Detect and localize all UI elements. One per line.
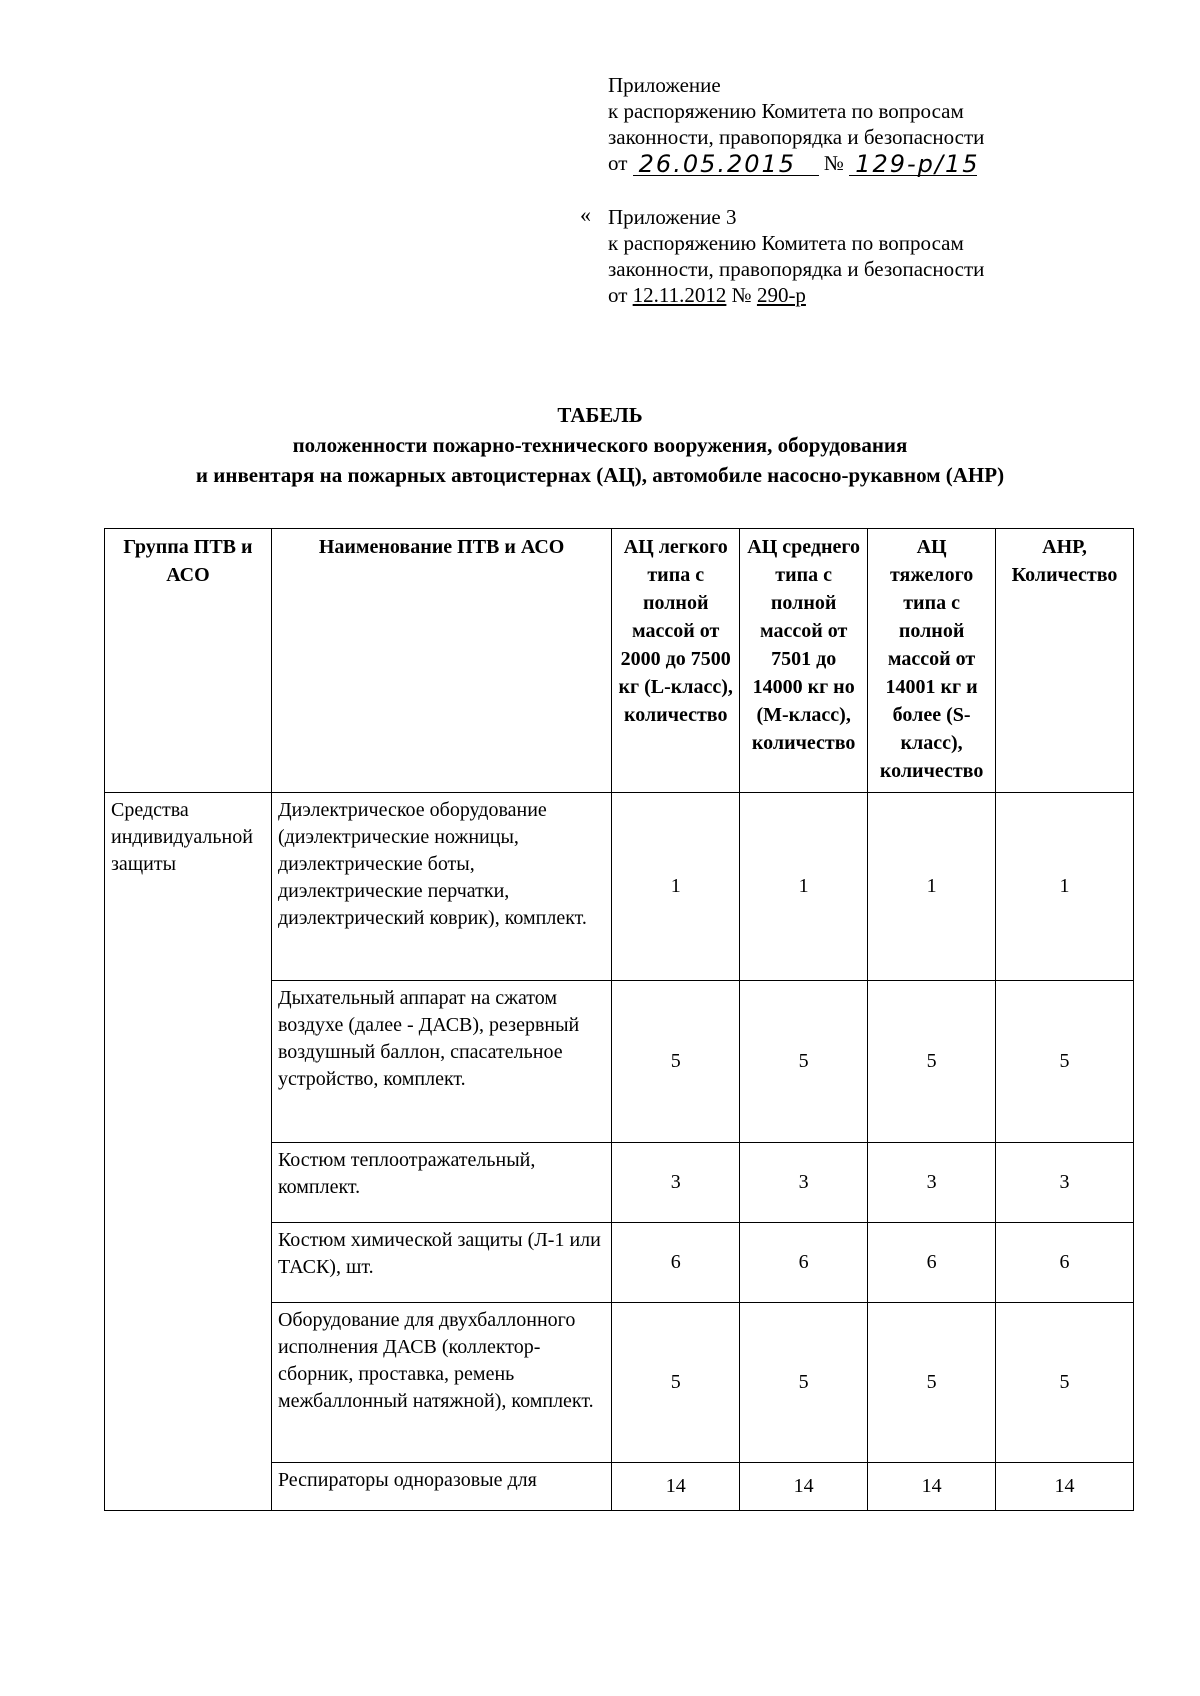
qty-medium: 5 <box>740 981 868 1143</box>
handwritten-date: 26.05.2015 <box>638 150 797 178</box>
title-line-2: положенности пожарно-технического вооружения, оборудования <box>292 433 908 457</box>
item-name: Костюм теплоотражательный, комплект. <box>271 1143 611 1223</box>
prev-number: 290-р <box>756 283 806 307</box>
qty-light: 5 <box>612 1303 740 1463</box>
opening-quote: « <box>580 202 591 227</box>
prev-appendix-title: Приложение 3 <box>608 205 737 229</box>
document-title <box>0 400 1200 490</box>
qty-heavy: 5 <box>868 1303 996 1463</box>
item-name: Костюм химической защиты (Л-1 или ТАСК), шт. <box>271 1223 611 1303</box>
qty-heavy: 3 <box>868 1143 996 1223</box>
equipment-table <box>104 528 1134 1511</box>
item-name: Дыхательный аппарат на сжатом воздухе (далее - ДАСВ), резервный воздушный баллон, спасательное устройство, комплект. <box>271 981 611 1143</box>
qty-anr: 3 <box>996 1143 1134 1223</box>
appendix-title: Приложение <box>608 73 721 97</box>
number-label: № <box>823 151 844 175</box>
qty-anr: 1 <box>996 793 1134 981</box>
title-line-1: ТАБЕЛЬ <box>557 403 643 427</box>
qty-light: 1 <box>612 793 740 981</box>
group-cell: Средства индивидуальной защиты <box>105 793 272 1511</box>
header-name: Наименование ПТВ и АСО <box>271 529 611 793</box>
qty-anr: 5 <box>996 1303 1134 1463</box>
prev-appendix-line-2: к распоряжению Комитета по вопросам <box>608 231 964 255</box>
qty-heavy: 1 <box>868 793 996 981</box>
item-name: Респираторы одноразовые для <box>271 1463 611 1511</box>
previous-appendix-block <box>608 204 984 308</box>
qty-light: 14 <box>612 1463 740 1511</box>
header-group: Группа ПТВ и АСО <box>105 529 272 793</box>
appendix-block <box>608 72 984 176</box>
qty-light: 6 <box>612 1223 740 1303</box>
prev-number-label: № <box>731 283 752 307</box>
qty-anr: 6 <box>996 1223 1134 1303</box>
header-medium: АЦ среднего типа с полной массой от 7501 до 14000 кг но (М-класс), количество <box>740 529 868 793</box>
qty-anr: 5 <box>996 981 1134 1143</box>
appendix-line-3: законности, правопорядка и безопасности <box>608 125 985 149</box>
qty-heavy: 6 <box>868 1223 996 1303</box>
header-light: АЦ легкого типа с полной массой от 2000 до 7500 кг (L-класс), количество <box>612 529 740 793</box>
appendix-date-line <box>608 150 984 176</box>
table-row <box>105 793 1134 981</box>
qty-light: 5 <box>612 981 740 1143</box>
qty-medium: 1 <box>740 793 868 981</box>
table-header-row <box>105 529 1134 793</box>
qty-medium: 5 <box>740 1303 868 1463</box>
prev-from-label: от <box>608 283 628 307</box>
header-heavy: АЦ тяжелого типа с полной массой от 14001 кг и более (S-класс), количество <box>868 529 996 793</box>
date-field <box>633 151 819 176</box>
prev-date: 12.11.2012 <box>632 283 727 307</box>
qty-medium: 14 <box>740 1463 868 1511</box>
header-anr: АНР, Количество <box>996 529 1134 793</box>
item-name: Диэлектрическое оборудование (диэлектрические ножницы, диэлектрические боты, диэлектрические перчатки, диэлектрический коврик), комплект. <box>271 793 611 981</box>
qty-medium: 3 <box>740 1143 868 1223</box>
qty-heavy: 5 <box>868 981 996 1143</box>
qty-light: 3 <box>612 1143 740 1223</box>
appendix-line-2: к распоряжению Комитета по вопросам <box>608 99 964 123</box>
qty-heavy: 14 <box>868 1463 996 1511</box>
qty-medium: 6 <box>740 1223 868 1303</box>
from-label: от <box>608 151 628 175</box>
number-field <box>849 150 980 178</box>
handwritten-number: 129-р/15 <box>855 150 980 178</box>
qty-anr: 14 <box>996 1463 1134 1511</box>
prev-appendix-date-line <box>608 282 984 308</box>
item-name: Оборудование для двухбаллонного исполнения ДАСВ (коллектор-сборник, проставка, ремень межбаллонный натяжной), комплект. <box>271 1303 611 1463</box>
title-line-3: и инвентаря на пожарных автоцистернах (АЦ), автомобиле насосно-рукавном (АНР) <box>195 463 1005 487</box>
prev-appendix-line-3: законности, правопорядка и безопасности <box>608 257 985 281</box>
